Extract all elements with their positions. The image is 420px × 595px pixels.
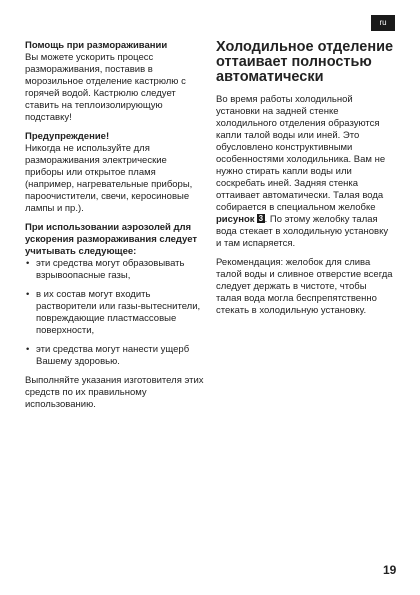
aerosol-footer-text: Выполняйте указания изготовителя этих средств по их правильному использованию.: [25, 375, 204, 410]
auto-defrost-text-start: Во время работы холодильной установки на задней стенке холодильного отделения образуются капли талой воды или иней. Это обусловлено конструктивными особенностями холодильника. Вам не нужно стирать капли воды или соскребать иней. Задняя стенка оттаивает автоматически. Талая вода собирается в специальном желобке: [216, 94, 386, 213]
left-column: [25, 40, 205, 418]
list-item: • эти средства могут нанести ущерб Вашему здоровью.: [25, 344, 205, 368]
defrost-help-text: Вы можете ускорить процесс размораживания, поставив в морозильное отделение кастрюлю с горячей водой. Кастрюлю следует ставить на теплоизолирующую подставку!: [25, 52, 186, 123]
aerosol-list: [25, 258, 205, 368]
section-title: Холодильное отделение оттаивает полностью автоматически: [216, 39, 394, 85]
aerosol-heading: При использовании аэрозолей для ускорения размораживания следует учитывать следующее:: [25, 222, 198, 257]
defrost-help-heading: Помощь при размораживании: [25, 40, 168, 51]
auto-defrost-text: [216, 94, 394, 250]
language-badge: ru: [371, 15, 395, 31]
list-item: • эти средства могут образовывать взрывоопасные газы,: [25, 258, 205, 282]
page-number: 19: [383, 563, 397, 577]
figure-number-badge: 3: [258, 214, 264, 223]
auto-defrost-text-end: . По этому желобку талая вода стекает в холодильную установку и там испаряется.: [216, 214, 389, 249]
figure-reference: рисунок: [216, 214, 255, 225]
right-column: [216, 40, 394, 324]
warning-text: Никогда не используйте для размораживания электрические приборы или открытое пламя (например, нагревательные приборы, пароочистители, свечи, керосиновые лампы и пр.).: [25, 143, 193, 214]
recommendation-text: Рекомендация: желобок для слива талой воды и сливное отверстие всегда следует держать в чистоте, чтобы талая вода могла беспрепятственно стекать в холодильную установку.: [216, 257, 393, 316]
list-item: • в их состав могут входить растворители или газы-вытеснители, повреждающие пластмассовые поверхности,: [25, 289, 205, 337]
warning-heading: Предупреждение!: [25, 131, 110, 142]
